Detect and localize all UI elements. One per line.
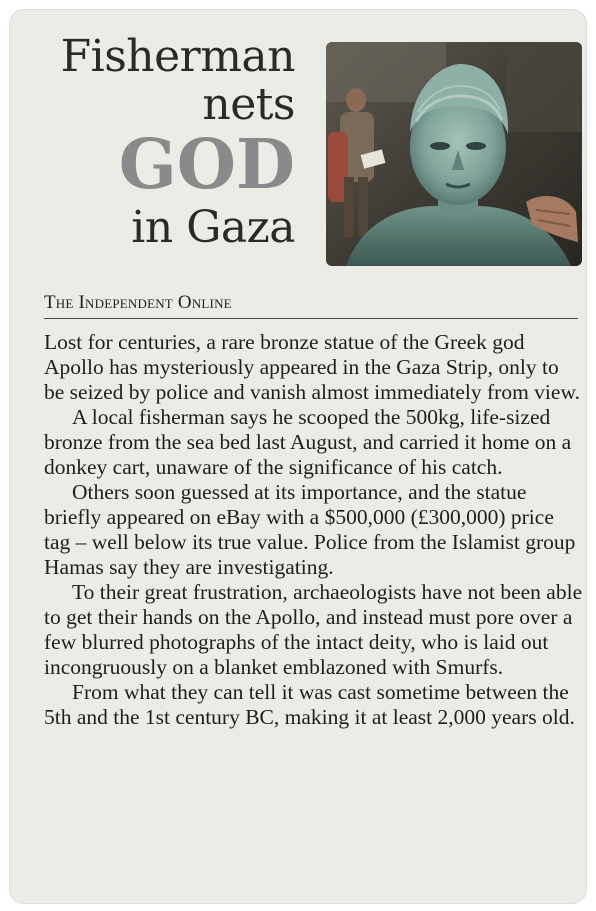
statue-illustration: [326, 42, 582, 266]
paragraph-5: From what they can tell it was cast sometime between the 5th and the 1st century BC, making it at least 2,000 years old.: [44, 680, 575, 729]
divider-line: [44, 318, 578, 319]
source-attribution: The Independent Online: [44, 292, 232, 313]
headline-line-3: GOD: [118, 125, 295, 205]
headline-line-2: nets: [202, 79, 295, 130]
paragraph-1: Lost for centuries, a rare bronze statue of the Greek god Apollo has mysteriously appeared in the Gaza Strip, only to be seized by police and vanish almost immediately from view.: [44, 330, 580, 404]
article-card: [10, 10, 586, 903]
article-body: [44, 330, 584, 730]
paragraph-4: To their great frustration, archaeologists have not been able to get their hands on the Apollo, and instead must pore over a few blurred photographs of the intact deity, who is laid out incongruously on a blanket emblazoned with Smurfs.: [44, 580, 583, 679]
headline-line-4: in Gaza: [131, 202, 295, 253]
apollo-statue-photo: [326, 42, 582, 266]
paragraph-2: A local fisherman says he scooped the 500kg, life-sized bronze from the sea bed last August, and carried it home on a donkey cart, unaware of the significance of his catch.: [44, 405, 572, 479]
headline: [61, 32, 295, 254]
headline-line-1: Fisherman: [60, 31, 295, 82]
paragraph-3: Others soon guessed at its importance, and the statue briefly appeared on eBay with a $500,000 (£300,000) price tag – well below its true value. Police from the Islamist group Hamas say they are investigating.: [44, 480, 576, 579]
